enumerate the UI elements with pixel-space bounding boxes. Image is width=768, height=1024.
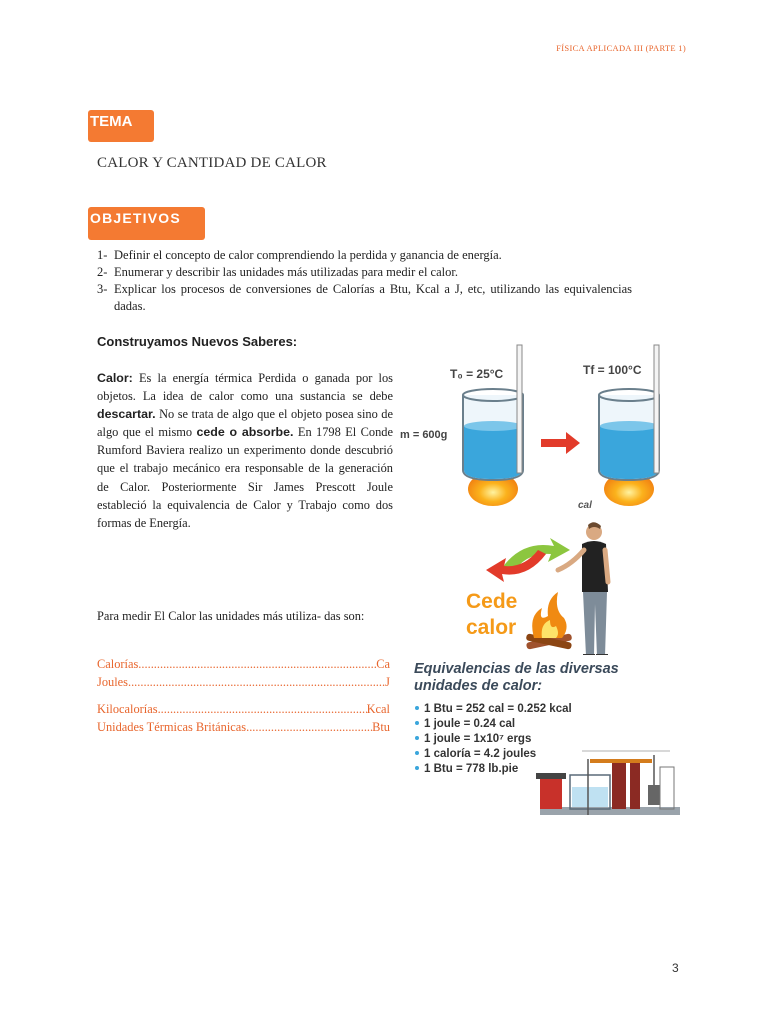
objective-text: Definir el concepto de calor comprendiendo la perdida y ganancia de energía. xyxy=(114,248,502,262)
leader-dots xyxy=(138,655,376,673)
units-list-group-2 xyxy=(97,700,390,736)
section-heading: Construyamos Nuevos Saberes: xyxy=(97,334,298,349)
cede-calor-figure xyxy=(462,520,622,660)
equivalence-item: 1 Btu = 252 cal = 0.252 kcal xyxy=(424,703,572,715)
water xyxy=(464,426,522,479)
equivalence-item: 1 caloría = 4.2 joules xyxy=(424,748,537,760)
unit-abbr: Ca xyxy=(376,657,390,671)
objective-number: 3- xyxy=(97,282,108,296)
calor-term: Calor: xyxy=(97,371,133,385)
calor-paragraph xyxy=(97,369,393,532)
objective-item xyxy=(97,281,632,315)
calor-text-3: En 1798 El Conde Rumford Baviera realizo un experimento donde descubrió que el trabajo mecánico era responsable de la generación de Calor. Posteriormente Sir James Prescott Joule estableció la equivalencia de Calor y Trabajo como dos formas de Energía. xyxy=(97,425,393,530)
unit-name: Calorías xyxy=(97,657,139,671)
final-temperature-label: Tf = 100°C xyxy=(583,363,642,377)
objective-text: Enumerar y describir las unidades más utilizadas para medir el calor. xyxy=(114,265,458,279)
objective-item xyxy=(97,264,632,281)
calor-label: calor xyxy=(466,616,517,639)
tema-tag: TEMA xyxy=(88,110,154,142)
objectives-list xyxy=(97,247,632,315)
unit-row xyxy=(97,673,390,691)
campfire-icon xyxy=(526,592,573,650)
cal-label: cal xyxy=(578,500,592,511)
unit-name: Unidades Térmicas Británicas xyxy=(97,720,247,734)
course-header: FÍSICA APLICADA III (PARTE 1) xyxy=(556,43,686,53)
arrow-right-icon xyxy=(541,432,580,454)
tema-title: CALOR Y CANTIDAD DE CALOR xyxy=(97,155,327,171)
objetivos-tag: OBJETIVOS xyxy=(88,207,205,240)
objective-item xyxy=(97,247,632,264)
unit-row xyxy=(97,718,390,736)
unit-abbr: Kcal xyxy=(366,702,390,716)
water xyxy=(600,426,658,479)
unit-abbr: J xyxy=(385,675,390,689)
mass-label: m = 600g xyxy=(400,429,448,441)
unit-name: Joules xyxy=(97,675,128,689)
equivalencias-figure xyxy=(410,655,682,841)
objective-text: Explicar los procesos de conversiones de Calorías a Btu, Kcal a J, etc, utilizando las equivalencias dadas. xyxy=(114,282,632,313)
equivalencias-title-2: unidades de calor: xyxy=(414,678,543,694)
calor-text-1: Es la energía térmica Perdida o ganada por los objetos. La idea de calor como una sustancia se debe xyxy=(97,371,393,404)
cede-label: Cede xyxy=(466,590,518,613)
calor-bold-cede: cede o absorbe. xyxy=(196,425,294,440)
equivalence-item: 1 Btu = 778 lb.pie xyxy=(424,763,519,775)
calor-text-2: No se trata de algo que el objeto posea sino de algo que el mismo xyxy=(97,407,393,440)
equivalencias-title-1: Equivalencias de las diversas xyxy=(414,661,619,677)
units-intro: Para medir El Calor las unidades más utiliza- das son: xyxy=(97,609,365,623)
equivalence-item: 1 joule = 0.24 cal xyxy=(424,718,516,730)
leader-dots xyxy=(246,718,372,736)
unit-name: Kilocalorías xyxy=(97,702,158,716)
thermometer-icon xyxy=(517,345,522,473)
units-list-group-1 xyxy=(97,655,390,691)
objective-number: 1- xyxy=(97,248,108,262)
objective-number: 2- xyxy=(97,265,108,279)
calor-bold-descartar: descartar. xyxy=(97,407,156,422)
page-number: 3 xyxy=(672,961,679,975)
thermometer-icon xyxy=(654,345,659,473)
unit-row xyxy=(97,700,390,718)
initial-temperature-label: T₀ = 25°C xyxy=(450,367,504,381)
equivalence-item: 1 joule = 1x10⁷ ergs xyxy=(424,733,532,745)
unit-row xyxy=(97,655,390,673)
leader-dots xyxy=(128,673,385,691)
beaker-heating-figure xyxy=(398,340,680,512)
leader-dots xyxy=(158,700,367,718)
unit-abbr: Btu xyxy=(372,720,390,734)
